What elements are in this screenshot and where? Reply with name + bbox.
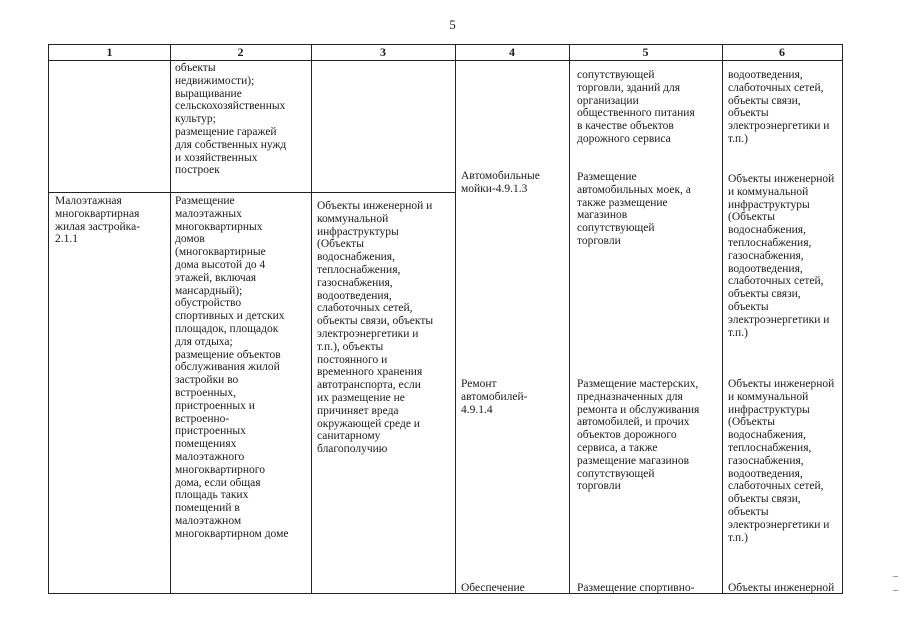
margin-marks: – – [893, 571, 898, 596]
row-rule [49, 192, 455, 193]
page-number: 5 [449, 17, 456, 32]
cell-conditional-description-continued: сопутствующей торговли, зданий для организации общественного питания в качестве объектов дорожного сервиса [577, 69, 695, 145]
cell-car-wash-facilities: Объекты инженерной и коммунальной инфраструктуры (Объекты водоснабжения, теплоснабжения, газоснабжения, водоотведения, слаботочных сетей, объекты связи, объекты электроэнергетики и т.п.) [728, 173, 835, 339]
cell-car-repair-name: Ремонт автомобилей- 4.9.1.4 [461, 378, 528, 416]
zoning-table [48, 44, 843, 594]
cell-zone-name: Малоэтажная многоквартирная жилая застройка- 2.1.1 [55, 195, 141, 246]
cell-zone-facilities: Объекты инженерной и коммунальной инфраструктуры (Объекты водоснабжения, теплоснабжения, газоснабжения, водоотведения, слаботочных сетей, объекты связи, объекты электроэнергетики и т.п.), объекты постоянного и временного хранения автотранспорта, если их размещение не причиняет вреда окружающей среде и санитарному благополучию [317, 200, 434, 456]
column-header-6: 6 [779, 45, 785, 59]
header-rule [49, 60, 842, 61]
column-header-2: 2 [237, 45, 244, 59]
column-divider [722, 45, 723, 593]
cell-next-name: Обеспечение [461, 582, 525, 594]
column-header-5: 5 [642, 45, 649, 59]
cell-conditional-facilities-continued: водоотведения, слаботочных сетей, объекты связи, объекты электроэнергетики и т.п.) [728, 69, 830, 145]
column-divider [170, 45, 171, 593]
column-divider [569, 45, 570, 593]
column-header-4: 4 [509, 45, 515, 59]
cell-next-description: Размещение спортивно- [577, 582, 695, 594]
cell-car-repair-description: Размещение мастерских, предназначенных для ремонта и обслуживания автомобилей, и прочих объектов дорожного сервиса, а также размещение магазинов сопутствующей торговли [577, 378, 700, 493]
cell-car-wash-name: Автомобильные мойки-4.9.1.3 [461, 170, 540, 195]
cell-purpose-continued: объекты недвижимости); выращивание сельскохозяйственных культур; размещение гаражей для собственных нужд и хозяйственных построек [175, 62, 287, 177]
cell-car-repair-facilities: Объекты инженерной и коммунальной инфраструктуры (Объекты водоснабжения, теплоснабжения, газоснабжения, водоотведения, слаботочных сетей, объекты связи, объекты электроэнергетики и т.п.) [728, 378, 835, 544]
column-divider [311, 45, 312, 593]
cell-next-facilities: Объекты инженерной [728, 582, 835, 594]
column-header-3: 3 [380, 45, 386, 59]
cell-zone-description: Размещение малоэтажных многоквартирных домов (многоквартирные дома высотой до 4 этажей, включая мансардный); обустройство спортивных и детских площадок, площадок для отдыха; размещение объектов обслуживания жилой застройки во встроенных, пристроенных и встроенно- пристроенных помещениях малоэтажного многоквартирного дома, если общая площадь таких помещений в малоэтажном многоквартирном доме [175, 195, 289, 540]
cell-car-wash-description: Размещение автомобильных моек, а также размещение магазинов сопутствующей торговли [577, 171, 691, 247]
column-divider [455, 45, 456, 593]
column-header-1: 1 [106, 45, 113, 59]
